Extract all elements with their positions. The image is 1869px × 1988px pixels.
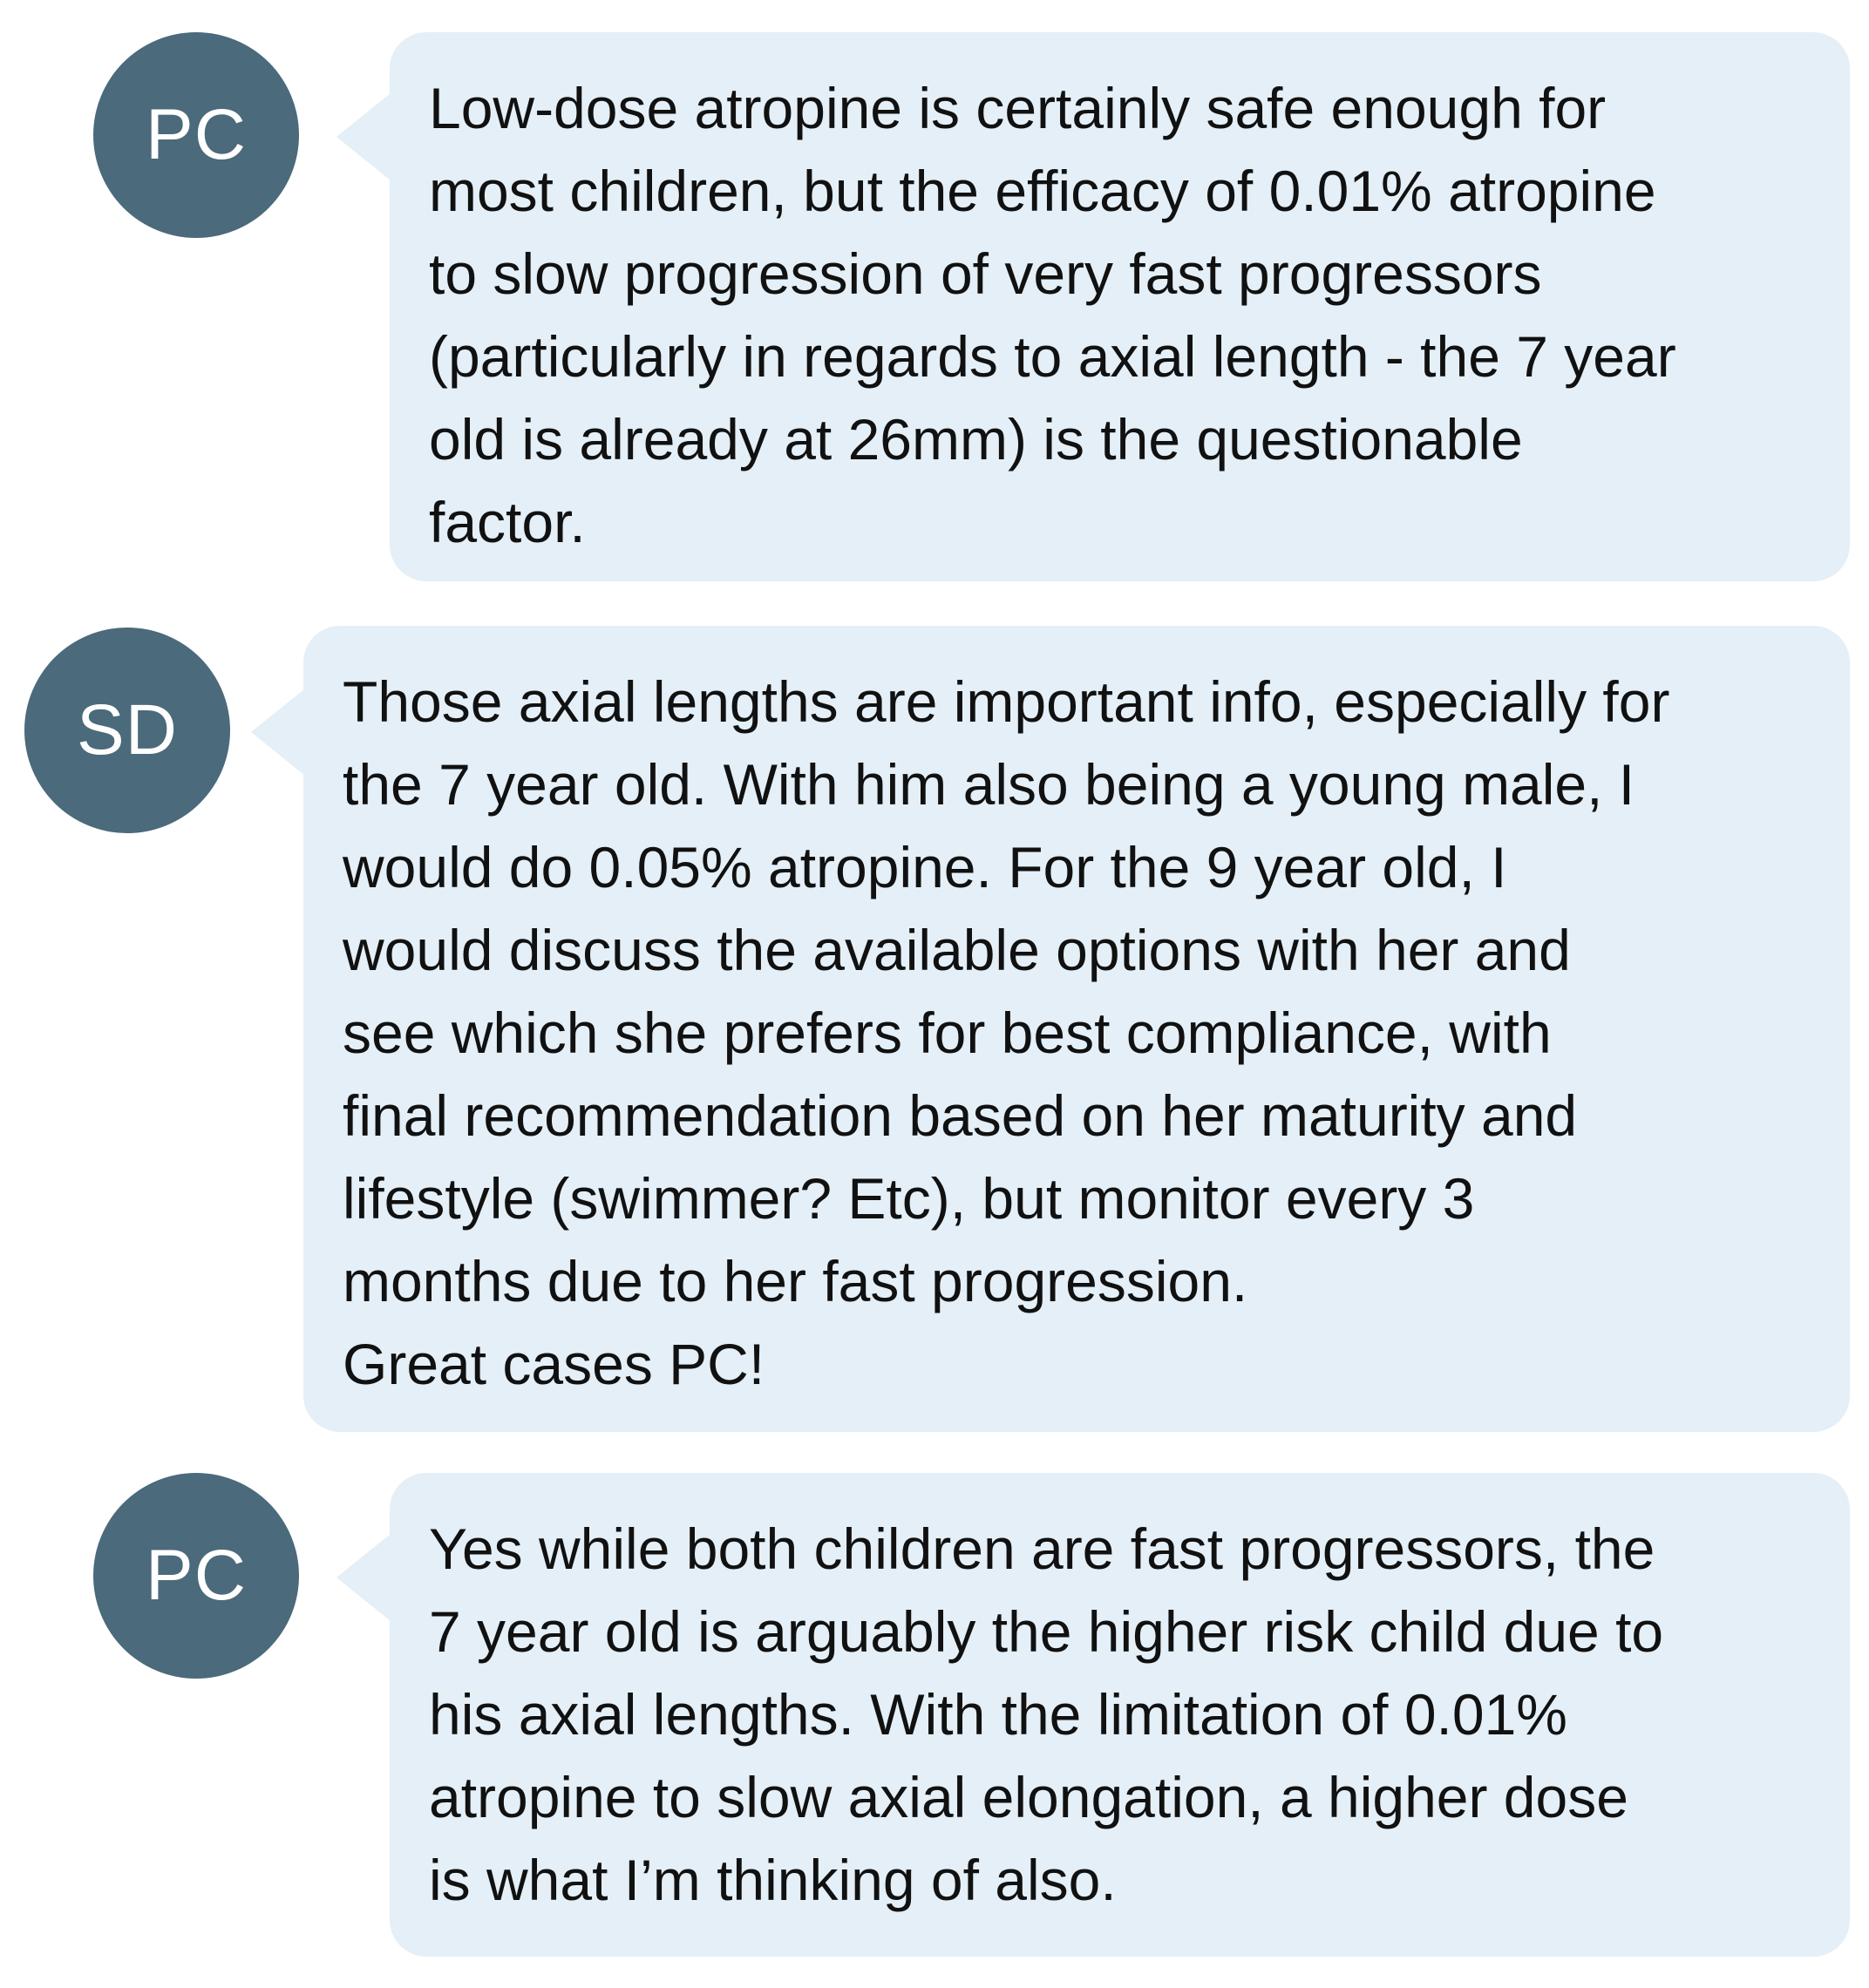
message-line: old is already at 26mm) is the questionable <box>429 407 1523 472</box>
message-line: most children, but the efficacy of 0.01% atropine <box>429 159 1656 223</box>
message-line: would do 0.05% atropine. For the 9 year old, I <box>343 835 1507 899</box>
message-bubble <box>390 32 1850 581</box>
message-line: final recommendation based on her maturity and <box>343 1083 1578 1148</box>
message-line: his axial lengths. With the limitation of 0.01% <box>429 1682 1567 1747</box>
avatar: PC <box>93 32 299 238</box>
message-line: (particularly in regards to axial length - the 7 year <box>429 324 1676 389</box>
message-line: is what I’m thinking of also. <box>429 1848 1117 1912</box>
message-line: factor. <box>429 490 586 554</box>
avatar: PC <box>93 1473 299 1679</box>
message-line: Great cases PC! <box>343 1332 765 1396</box>
message-line: Yes while both children are fast progressors, the <box>429 1516 1655 1581</box>
bubble-tail <box>251 689 305 776</box>
message-line: Those axial lengths are important info, especially for <box>343 669 1670 734</box>
bubble-tail <box>336 1534 391 1621</box>
message-line: to slow progression of very fast progressors <box>429 241 1542 306</box>
message-bubble <box>390 1473 1850 1957</box>
message-line: Low-dose atropine is certainly safe enough for <box>429 76 1607 140</box>
message-bubble <box>303 626 1850 1432</box>
message-line: would discuss the available options with her and <box>343 918 1571 982</box>
message-line: atropine to slow axial elongation, a higher dose <box>429 1765 1628 1829</box>
bubble-tail <box>336 93 391 180</box>
message-line: months due to her fast progression. <box>343 1249 1248 1313</box>
message-line: the 7 year old. With him also being a young male, I <box>343 752 1635 817</box>
avatar: SD <box>24 628 230 833</box>
message-line: 7 year old is arguably the higher risk child due to <box>429 1599 1664 1664</box>
message-line: see which she prefers for best compliance, with <box>343 1001 1552 1065</box>
message-line: lifestyle (swimmer? Etc), but monitor every 3 <box>343 1166 1475 1231</box>
